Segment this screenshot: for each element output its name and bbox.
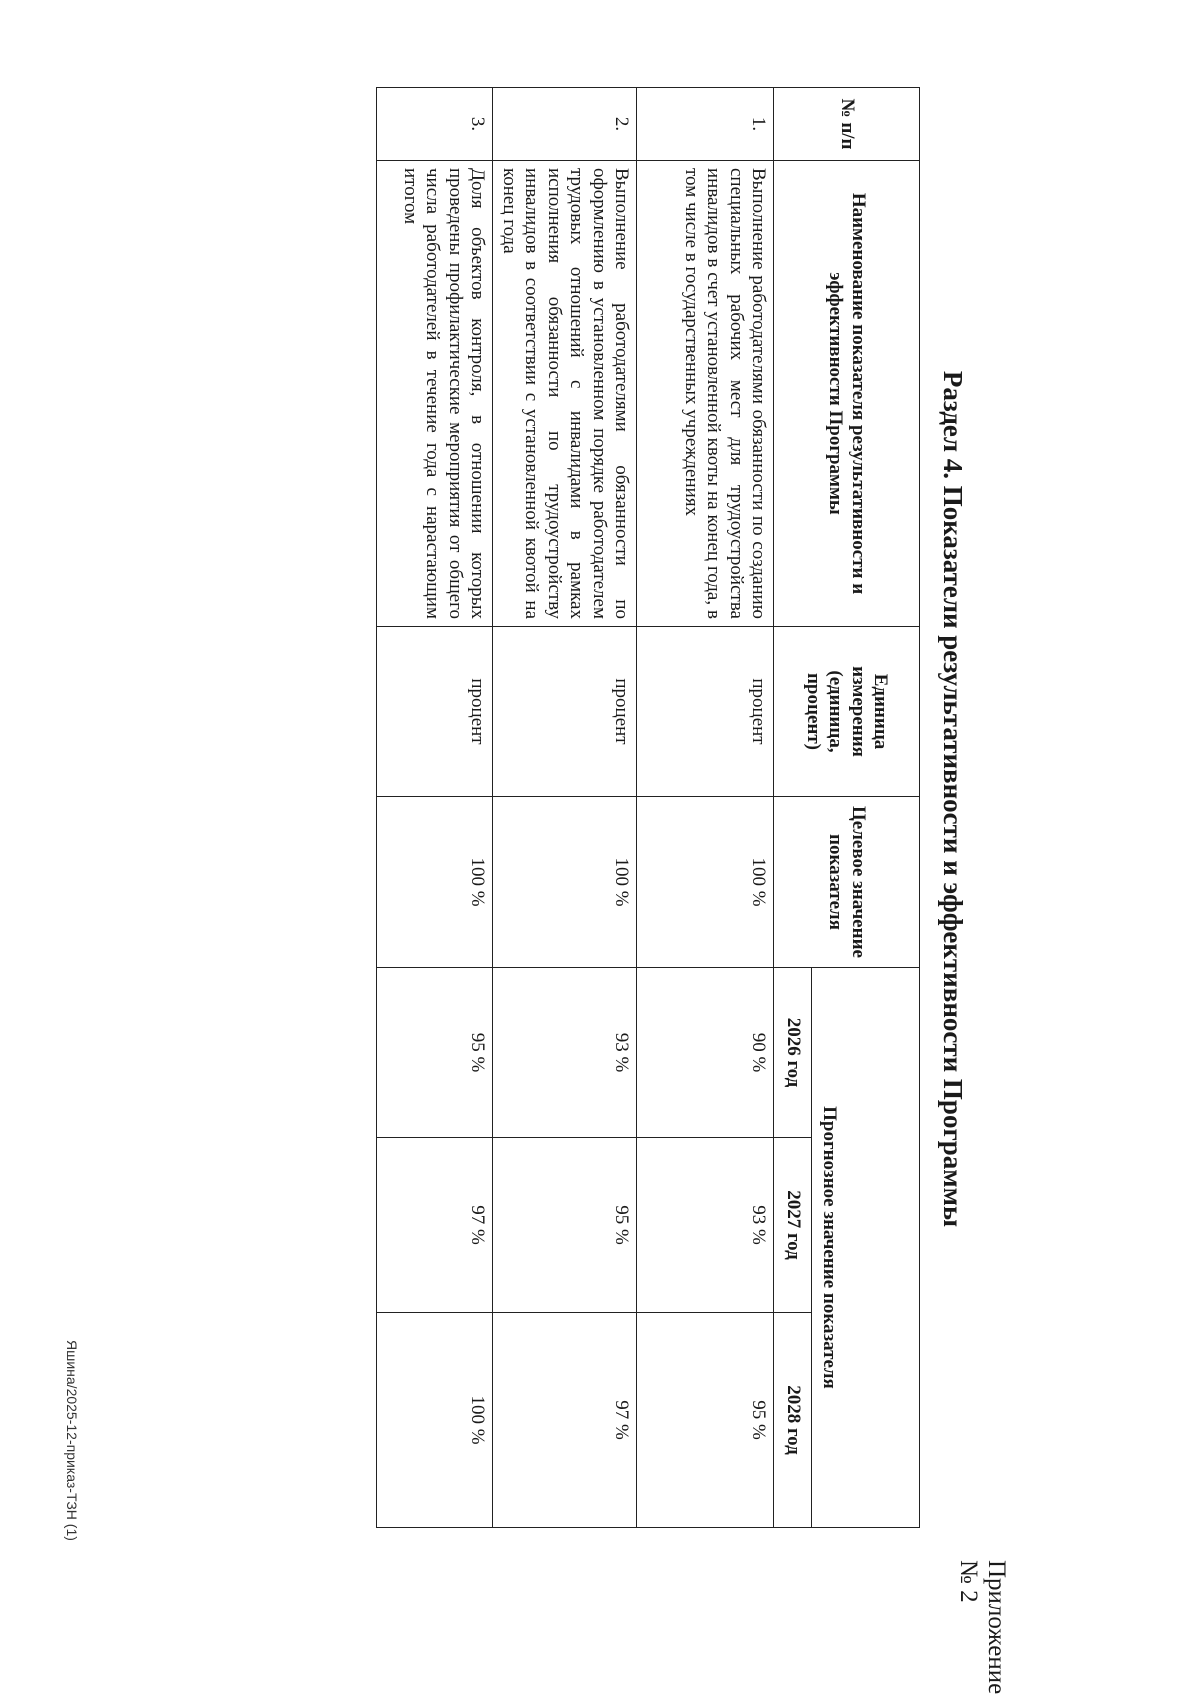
row-target: 100 %: [377, 797, 493, 968]
row-2026: 90 %: [637, 968, 774, 1138]
header-year-2028: 2028 год: [774, 1313, 812, 1528]
table-row: [493, 88, 637, 1528]
table-row: [637, 88, 774, 1528]
row-2028: 100 %: [377, 1313, 493, 1528]
table-row: [377, 88, 493, 1528]
header-year-2026: 2026 год: [774, 968, 812, 1138]
row-target: 100 %: [637, 797, 774, 968]
row-unit: процент: [637, 627, 774, 797]
header-name: Наименование показателя результативности и эффективности Программы: [774, 161, 920, 627]
row-name: Доля объектов контроля, в отношении которых проведены профилактические мероприятия от общего числа работодателей в течение года с нарастающим итогом: [377, 161, 493, 627]
footer-reference: Яшина/2025-12-приказ-ТЗН (1): [64, 1340, 80, 1541]
header-num: № п/п: [774, 88, 920, 161]
row-2027: 95 %: [493, 1138, 637, 1313]
row-2028: 95 %: [637, 1313, 774, 1528]
row-num: 2.: [493, 88, 637, 161]
indicators-table: [376, 87, 920, 1528]
row-unit: процент: [493, 627, 637, 797]
header-forecast: Прогнозное значение показателя: [812, 968, 920, 1528]
row-2028: 97 %: [493, 1313, 637, 1528]
row-num: 1.: [637, 88, 774, 161]
row-num: 3.: [377, 88, 493, 161]
row-name: Выполнение работодателями обязанности по оформлению в установленном порядке работодателем трудовых отношений с инвалидами в рамках исполнения обязанности по трудоустройству инвалидов в соответствии с установленной квотой на конец года: [493, 161, 637, 627]
header-target: Целевое значение показателя: [774, 797, 920, 968]
row-2027: 93 %: [637, 1138, 774, 1313]
row-name: Выполнение работодателями обязанности по созданию специальных рабочих мест для трудоустройства инвалидов в счет установленной квоты на конец года, в том числе в государственных учреждениях: [637, 161, 774, 627]
row-2027: 97 %: [377, 1138, 493, 1313]
section-title: Раздел 4. Показатели результативности и эффективности Программы: [938, 370, 968, 1228]
row-target: 100 %: [493, 797, 637, 968]
annex-label: Приложение № 2: [955, 1560, 1010, 1695]
header-unit: Единица измерения (единица, процент): [774, 627, 920, 797]
row-2026: 95 %: [377, 968, 493, 1138]
row-2026: 93 %: [493, 968, 637, 1138]
row-unit: процент: [377, 627, 493, 797]
header-year-2027: 2027 год: [774, 1138, 812, 1313]
